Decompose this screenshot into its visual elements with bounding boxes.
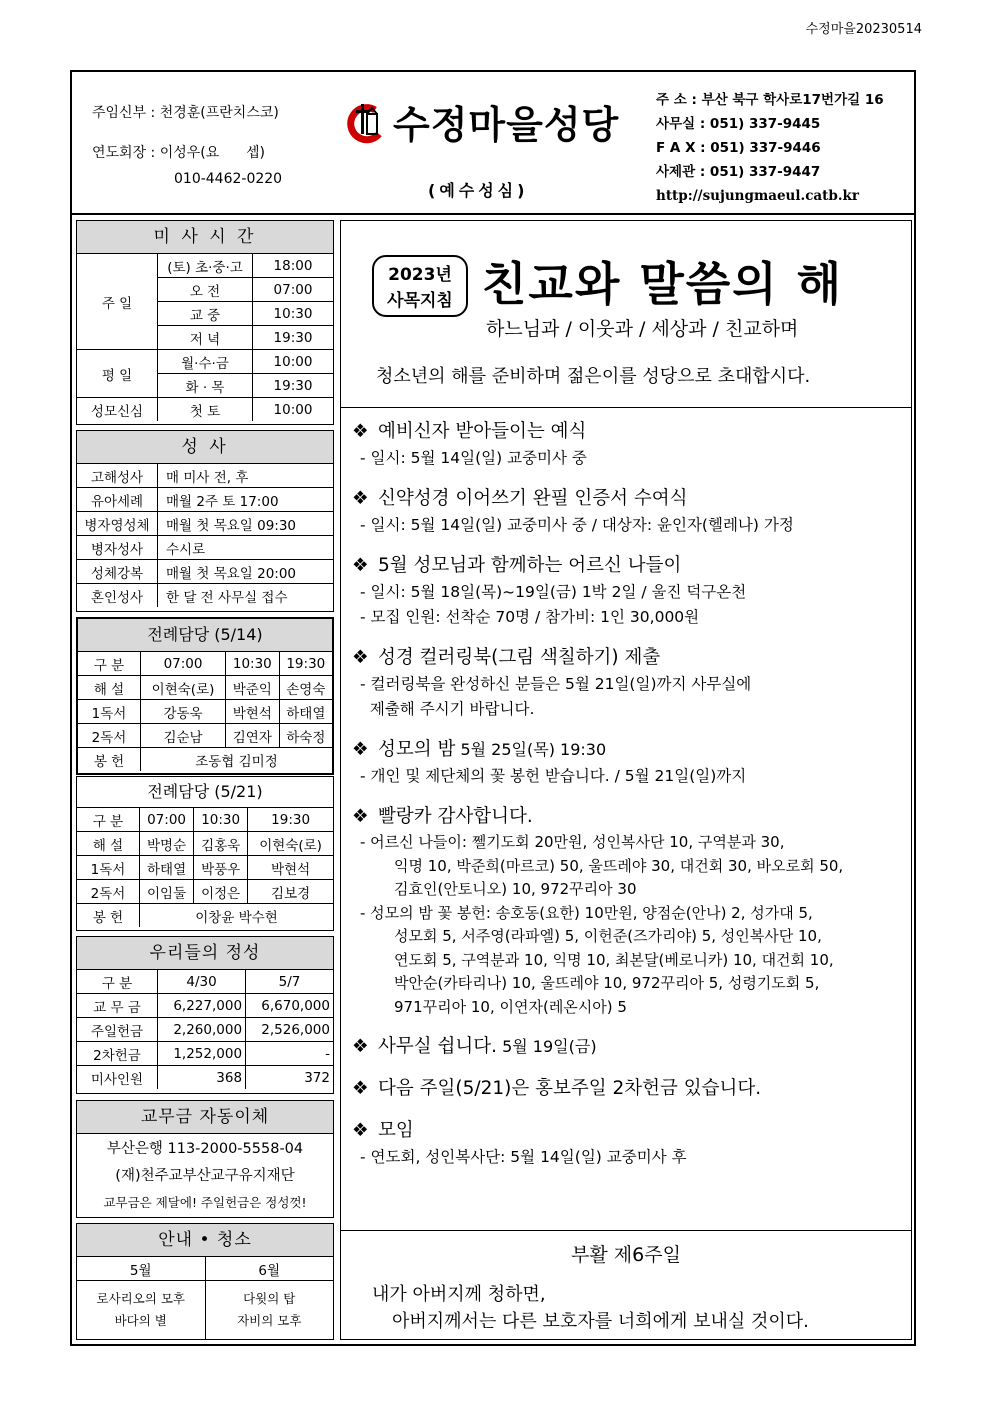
announcement-title: 성경 컬러링북(그림 색칠하기) 제출 (378, 647, 661, 668)
liturgy-head: 10:30 (226, 652, 280, 676)
liturgy-person: 박풍우 (194, 856, 248, 880)
announcement-line: - 모집 인원: 선착순 70명 / 참가비: 1인 30,000원 (360, 608, 700, 626)
liturgy-head: 19:30 (248, 808, 333, 832)
liturgy-person: 하숙정 (279, 724, 332, 748)
announcement-line: - 일시: 5월 14일(일) 교중미사 중 / 대상자: 윤인자(헬레나) 가정 (360, 516, 794, 534)
liturgy-person: 하태열 (140, 856, 194, 880)
liturgy-person: 박현석 (226, 700, 280, 724)
diamond-bullet-icon: ❖ (352, 806, 369, 827)
announcement-line: - 개인 및 제단체의 꽃 봉헌 받습니다. / 5월 21일(일)까지 (360, 767, 747, 785)
diamond-bullet-icon: ❖ (352, 1036, 369, 1057)
marian-label: 성모신심 (77, 398, 158, 422)
mass-slot: (토) 초·중·고 (158, 254, 253, 278)
pastoral-badge (372, 255, 468, 317)
gospel-line: 아버지께서는 다른 보호자를 너희에게 보내실 것이다. (392, 1311, 809, 1332)
mass-slot: 월·수·금 (158, 350, 253, 374)
announcement-date: 5월 25일(목) 19:30 (455, 740, 607, 759)
month-head: 5월 (77, 1257, 205, 1281)
rectory-phone: 사제관 : 051) 337-9447 (656, 164, 821, 180)
mass-time: 19:30 (253, 374, 334, 398)
offering-type: 주일헌금 (77, 1018, 158, 1042)
offering-value: - (246, 1042, 333, 1066)
announcement-item (352, 1033, 904, 1061)
badge-year: 2023년 (388, 265, 452, 285)
year-theme-subtitle: 하느님과 / 이웃과 / 세상과 / 친교하며 (486, 318, 799, 340)
offering-type: 미사인원 (77, 1066, 158, 1090)
sacrament-info: 매 미사 전, 후 (158, 464, 334, 488)
autopay-box (76, 1100, 334, 1218)
parish-logo (345, 92, 645, 152)
sacrament-info: 한 달 전 사무실 접수 (158, 584, 334, 608)
month-head: 6월 (205, 1257, 333, 1281)
council-name: 이성우(요 셉) (159, 145, 265, 161)
header-divider (70, 213, 916, 215)
sacrament-name: 성체강복 (77, 560, 158, 584)
diamond-bullet-icon: ❖ (352, 739, 369, 760)
announcement-title: 다음 주일(5/21)은 홍보주일 2차헌금 있습니다. (378, 1078, 762, 1099)
offerings-head: 5/7 (246, 970, 333, 994)
offering-value: 1,252,000 (158, 1042, 246, 1066)
liturgy-offering: 조동협 김미정 (141, 748, 333, 772)
liturgy-head: 19:30 (279, 652, 332, 676)
sacrament-name: 혼인성사 (77, 584, 158, 608)
palanca-line: 971꾸리아 10, 이연자(레온시아) 5 (394, 997, 627, 1016)
header-left (92, 100, 282, 192)
announcement-title: 5월 성모님과 함께하는 어르신 나들이 (378, 555, 682, 576)
liturgy-box-0514 (76, 617, 334, 775)
announcement-line: - 컬러링북을 완성하신 분들은 5월 21일(일)까지 사무실에 (360, 675, 752, 693)
sacrament-name: 병자영성체 (77, 512, 158, 536)
council-label: 연도회장 : (92, 145, 156, 161)
header-contact (656, 88, 884, 208)
bank-account: 부산은행 113-2000-5558-04 (106, 1141, 304, 1157)
announcement-line: - 일시: 5월 14일(일) 교중미사 중 (360, 449, 587, 467)
sacrament-name: 고해성사 (77, 464, 158, 488)
mass-time: 10:00 (253, 350, 334, 374)
liturgy-person: 박준익 (226, 676, 280, 700)
announcement-line: - 일시: 5월 18일(목)~19일(금) 1박 2일 / 울진 덕구온천 (360, 583, 747, 601)
office-phone: 사무실 : 051) 337-9445 (656, 116, 821, 132)
mass-times-box (76, 220, 334, 425)
offerings-head: 구 분 (77, 970, 158, 994)
banner-divider (340, 407, 912, 408)
sacrament-name: 유아세례 (77, 488, 158, 512)
document-id: 수정마을20230514 (805, 22, 922, 37)
mass-time: 07:00 (253, 278, 334, 302)
liturgy-role: 봉 헌 (77, 904, 140, 928)
pastor-label: 주임신부 : (92, 105, 156, 121)
palanca-line: 김효인(안토니오) 10, 972꾸리아 30 (394, 880, 637, 898)
gospel-line: 내가 아버지께 청하면, (372, 1284, 546, 1305)
announcement-item (352, 1075, 904, 1103)
sacraments-title: 성 사 (77, 431, 333, 464)
liturgy-person: 김보경 (248, 880, 333, 904)
liturgy-head: 07:00 (141, 652, 226, 676)
mass-time: 10:30 (253, 302, 334, 326)
liturgy-title: 전례담당 (5/14) (78, 619, 332, 652)
liturgy-person: 강동욱 (141, 700, 226, 724)
year-theme-title: 친교와 말씀의 해 (482, 257, 844, 311)
liturgy-person: 이임둘 (140, 880, 194, 904)
announcement-item (352, 803, 904, 1019)
cleaning-may (77, 1281, 205, 1340)
liturgy-person: 김홍욱 (194, 832, 248, 856)
announcement-item (352, 485, 904, 538)
cleaning-title: 안내 • 청소 (77, 1224, 333, 1257)
diamond-bullet-icon: ❖ (352, 1078, 369, 1099)
liturgy-person: 김순남 (141, 724, 226, 748)
parish-subtitle: (예수성심) (428, 181, 529, 200)
liturgy-person: 이현숙(로) (248, 832, 333, 856)
announcement-line: 제출해 주시기 바랍니다. (360, 700, 535, 718)
offering-value: 372 (246, 1066, 333, 1090)
palanca-line: 익명 10, 박준희(마르코) 50, 울뜨레야 30, 대건회 30, 바오로회 50, (394, 856, 844, 875)
group-name: 바다의 별 (114, 1313, 167, 1328)
offering-value: 368 (158, 1066, 246, 1090)
diamond-bullet-icon: ❖ (352, 1120, 369, 1141)
sacrament-info: 매월 첫 목요일 20:00 (158, 560, 334, 584)
palanca-line: - 성모의 밤 꽃 봉헌: 송호동(요한) 10만원, 양점순(안나) 2, 성가대 5, (360, 903, 813, 922)
palanca-line: - 어르신 나들이: 쩰기도회 20만원, 성인복사단 10, 구역분과 30, (360, 833, 785, 851)
diamond-bullet-icon: ❖ (352, 647, 369, 668)
diamond-bullet-icon: ❖ (352, 421, 369, 442)
sacraments-box (76, 430, 334, 612)
sacrament-info: 수시로 (158, 536, 334, 560)
weekday-label: 평 일 (77, 350, 158, 398)
liturgy-person: 이현숙(로) (141, 676, 226, 700)
offerings-head: 4/30 (158, 970, 246, 994)
address: 주 소 : 부산 북구 학사로17번가길 16 (656, 92, 884, 108)
offerings-title: 우리들의 정성 (77, 937, 333, 970)
cleaning-box (76, 1223, 334, 1340)
church-logo-icon (345, 100, 387, 144)
offerings-box (76, 936, 334, 1094)
liturgy-person: 박현석 (248, 856, 333, 880)
announcement-item (352, 552, 904, 630)
mass-times-title: 미 사 시 간 (77, 221, 333, 254)
announcement-title: 빨랑카 감사합니다. (378, 806, 533, 827)
diamond-bullet-icon: ❖ (352, 555, 369, 576)
announcement-title: 모임 (378, 1120, 414, 1141)
pastor-name: 천경훈(프란치스코) (159, 105, 279, 121)
liturgy-person: 박명순 (140, 832, 194, 856)
liturgy-person: 손영숙 (279, 676, 332, 700)
parish-name: 수정마을성당 (393, 103, 620, 147)
mass-time: 18:00 (253, 254, 334, 278)
palanca-line: 박안순(카타리나) 10, 울뜨레야 10, 972꾸리아 5, 성령기도회 5, (394, 974, 820, 992)
group-name: 다윗의 탑 (243, 1291, 296, 1306)
cleaning-june (205, 1281, 333, 1340)
gospel-divider (340, 1230, 912, 1231)
autopay-title: 교무금 자동이체 (77, 1101, 333, 1134)
liturgy-person: 하태열 (279, 700, 332, 724)
mass-time: 19:30 (253, 326, 334, 350)
liturgy-role: 1독서 (78, 700, 141, 724)
account-holder: (재)천주교부산교구유지재단 (115, 1168, 295, 1184)
palanca-line: 연도회 5, 구역분과 10, 익명 10, 최본달(베로니카) 10, 대건회 10, (394, 950, 834, 969)
liturgy-role: 1독서 (77, 856, 140, 880)
announcement-title: 예비신자 받아들이는 예식 (378, 421, 587, 442)
liturgy-role: 2독서 (78, 724, 141, 748)
website-link[interactable]: http://sujungmaeul.catb.kr (656, 188, 860, 204)
mass-time: 10:00 (253, 398, 334, 422)
liturgy-box-0521 (76, 776, 334, 931)
announcement-title: 사무실 쉽니다. (378, 1036, 497, 1057)
sacrament-info: 매월 첫 목요일 09:30 (158, 512, 334, 536)
liturgy-head: 07:00 (140, 808, 194, 832)
announcement-item (352, 1117, 904, 1170)
liturgy-role: 해 설 (78, 676, 141, 700)
liturgy-role: 2독서 (77, 880, 140, 904)
announcement-item (352, 644, 904, 722)
palanca-line: 성모회 5, 서주영(라파엘) 5, 이헌준(즈가리야) 5, 성인복사단 10, (394, 927, 822, 945)
liturgy-role: 해 설 (77, 832, 140, 856)
badge-label: 사목지침 (387, 291, 453, 311)
liturgy-person: 김연자 (226, 724, 280, 748)
council-phone: 010-4462-0220 (174, 171, 283, 187)
autopay-note: 교무금은 제달에! 주일헌금은 정성껏! (103, 1195, 307, 1210)
mass-slot: 오 전 (158, 278, 253, 302)
offering-type: 교 무 금 (77, 994, 158, 1018)
liturgy-person: 이정은 (194, 880, 248, 904)
group-name: 로사리오의 모후 (96, 1291, 185, 1306)
diamond-bullet-icon: ❖ (352, 488, 369, 509)
youth-theme: 청소년의 해를 준비하며 젊은이를 성당으로 초대합시다. (376, 366, 811, 387)
offering-value: 2,260,000 (158, 1018, 246, 1042)
gospel-title: 부활 제6주일 (571, 1244, 681, 1266)
group-name: 자비의 모후 (237, 1313, 302, 1328)
offering-value: 6,227,000 (158, 994, 246, 1018)
announcement-title: 신약성경 이어쓰기 완필 인증서 수여식 (378, 488, 688, 509)
announcement-item (352, 418, 904, 471)
liturgy-head: 10:30 (194, 808, 248, 832)
offering-value: 6,670,000 (246, 994, 333, 1018)
mass-slot: 첫 토 (158, 398, 253, 422)
offering-type: 2차헌금 (77, 1042, 158, 1066)
mass-slot: 저 녁 (158, 326, 253, 350)
liturgy-offering: 이창윤 박수현 (140, 904, 334, 928)
liturgy-title: 전례담당 (5/21) (77, 777, 333, 808)
liturgy-head: 구 분 (77, 808, 140, 832)
announcement-item (352, 736, 904, 789)
announcement-title: 성모의 밤 (378, 739, 456, 760)
mass-slot: 교 중 (158, 302, 253, 326)
announcement-date: 5월 19일(금) (497, 1037, 597, 1056)
liturgy-role: 봉 헌 (78, 748, 141, 772)
fax: F A X : 051) 337-9446 (656, 140, 821, 156)
offering-value: 2,526,000 (246, 1018, 333, 1042)
mass-slot: 화 · 목 (158, 374, 253, 398)
announcement-line: - 연도회, 성인복사단: 5월 14일(일) 교중미사 후 (360, 1148, 687, 1166)
announcements (352, 418, 904, 1184)
sacrament-info: 매월 2주 토 17:00 (158, 488, 334, 512)
liturgy-head: 구 분 (78, 652, 141, 676)
sacrament-name: 병자성사 (77, 536, 158, 560)
sunday-label: 주 일 (77, 254, 158, 350)
